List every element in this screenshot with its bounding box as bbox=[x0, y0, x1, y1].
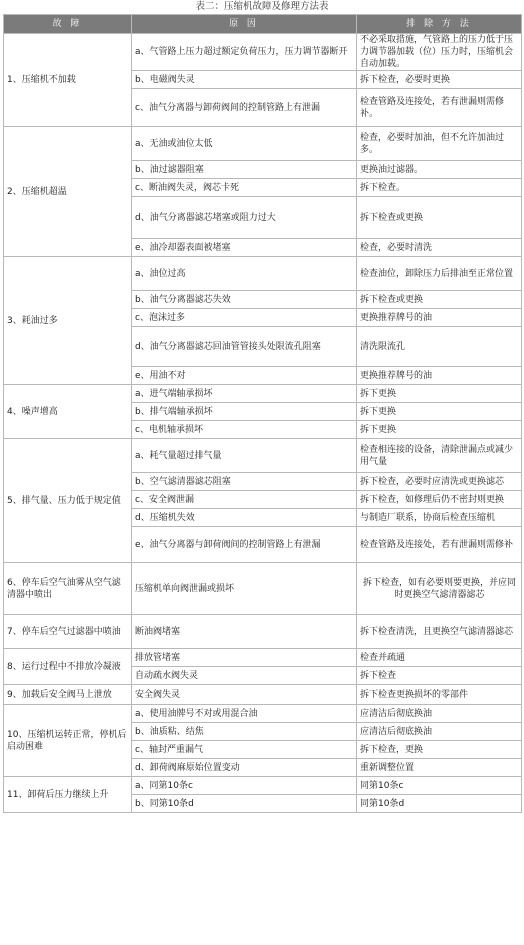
table-row bbox=[4, 257, 522, 291]
fault-cell: 1、压缩机不加载 bbox=[4, 34, 132, 127]
remedy-cell: 检查油位，卸除压力后排油至正常位置 bbox=[357, 257, 522, 291]
remedy-cell: 拆下检查 bbox=[357, 667, 522, 685]
cause-cell: a、同第10条c bbox=[132, 777, 357, 795]
table-row bbox=[4, 705, 522, 723]
table-row bbox=[4, 127, 522, 161]
fault-cell: 11、卸荷后压力继续上升 bbox=[4, 777, 132, 813]
remedy-cell: 拆下检查，必要时应清洗或更换滤芯 bbox=[357, 473, 522, 491]
cause-cell: c、电机轴承损坏 bbox=[132, 421, 357, 439]
table-row bbox=[4, 777, 522, 795]
cause-cell: 安全阀失灵 bbox=[132, 685, 357, 705]
cause-cell: e、用油不对 bbox=[132, 367, 357, 385]
remedy-cell: 检查管路及连接处，若有泄漏则需修补。 bbox=[357, 89, 522, 127]
cause-cell: b、排气端轴承损坏 bbox=[132, 403, 357, 421]
cause-cell: 自动疏水阀失灵 bbox=[132, 667, 357, 685]
cause-cell: d、油气分离器滤芯堵塞或阻力过大 bbox=[132, 197, 357, 239]
remedy-cell: 检查，必要时清洗 bbox=[357, 239, 522, 257]
cause-cell: c、泡沫过多 bbox=[132, 309, 357, 327]
fault-cell: 9、加载后安全阀马上泄放 bbox=[4, 685, 132, 705]
fault-cell: 5、排气量、压力低于规定值 bbox=[4, 439, 132, 563]
remedy-cell: 检查，必要时加油，但不允许加油过多。 bbox=[357, 127, 522, 161]
cause-cell: 压缩机单向阀泄漏或损坏 bbox=[132, 563, 357, 615]
remedy-cell: 更换油过滤器。 bbox=[357, 161, 522, 179]
cause-cell: a、耗气量超过排气量 bbox=[132, 439, 357, 473]
table-row bbox=[4, 34, 522, 71]
header-cause: 原 因 bbox=[132, 15, 357, 34]
cause-cell: b、空气滤清器滤芯阻塞 bbox=[132, 473, 357, 491]
remedy-cell: 不必采取措施，气管路上的压力低于压力调节器加载（位）压力时，压缩机会自动加载。 bbox=[357, 34, 522, 71]
fault-cell: 7、停车后空气过滤器中喷油 bbox=[4, 615, 132, 649]
cause-cell: a、进气端轴承损坏 bbox=[132, 385, 357, 403]
remedy-cell: 同第10条d bbox=[357, 795, 522, 813]
cause-cell: a、油位过高 bbox=[132, 257, 357, 291]
table-row bbox=[4, 615, 522, 649]
remedy-cell: 拆下检查，如修理后仍不密封则更换 bbox=[357, 491, 522, 509]
cause-cell: b、油过滤器阻塞 bbox=[132, 161, 357, 179]
remedy-cell: 拆下检查。 bbox=[357, 179, 522, 197]
table-row bbox=[4, 685, 522, 705]
fault-cell: 3、耗油过多 bbox=[4, 257, 132, 385]
fault-cell: 10、压缩机运转正常，停机后启动困难 bbox=[4, 705, 132, 777]
fault-cell: 2、压缩机超温 bbox=[4, 127, 132, 257]
remedy-cell: 应清洁后彻底换油 bbox=[357, 723, 522, 741]
cause-cell: b、油气分离器滤芯失效 bbox=[132, 291, 357, 309]
remedy-cell: 拆下检查更换损坏的零部件 bbox=[357, 685, 522, 705]
remedy-cell: 应清洁后彻底换油 bbox=[357, 705, 522, 723]
remedy-cell: 拆下更换 bbox=[357, 385, 522, 403]
header-row bbox=[4, 15, 522, 34]
remedy-cell: 拆下检查清洗，且更换空气滤清器滤芯 bbox=[357, 615, 522, 649]
cause-cell: b、油质粘、结焦 bbox=[132, 723, 357, 741]
cause-cell: 断油阀堵塞 bbox=[132, 615, 357, 649]
remedy-cell: 更换推荐牌号的油 bbox=[357, 367, 522, 385]
cause-cell: 排放管堵塞 bbox=[132, 649, 357, 667]
fault-cell: 4、噪声增高 bbox=[4, 385, 132, 439]
fault-cell: 8、运行过程中不排放冷凝液 bbox=[4, 649, 132, 685]
cause-cell: b、电磁阀失灵 bbox=[132, 71, 357, 89]
remedy-cell: 检查管路及连接处，若有泄漏则需修补 bbox=[357, 527, 522, 563]
cause-cell: a、无油或油位太低 bbox=[132, 127, 357, 161]
table-row bbox=[4, 439, 522, 473]
table-body bbox=[4, 34, 522, 813]
remedy-cell: 与制造厂联系，协商后检查压缩机 bbox=[357, 509, 522, 527]
remedy-cell: 检查并疏通 bbox=[357, 649, 522, 667]
table-row bbox=[4, 385, 522, 403]
remedy-cell: 拆下检查，如有必要则要更换，并应同时更换空气滤清器滤芯 bbox=[357, 563, 522, 615]
table-title: 表二：压缩机故障及修理方法表 bbox=[195, 1, 329, 12]
remedy-cell: 更换推荐牌号的油 bbox=[357, 309, 522, 327]
cause-cell: c、断油阀失灵，阀芯卡死 bbox=[132, 179, 357, 197]
remedy-cell: 拆下检查，必要时更换 bbox=[357, 71, 522, 89]
cause-cell: b、同第10条d bbox=[132, 795, 357, 813]
cause-cell: e、油冷却器表面被堵塞 bbox=[132, 239, 357, 257]
remedy-cell: 拆下检查，更换 bbox=[357, 741, 522, 759]
fault-table bbox=[3, 14, 522, 813]
remedy-cell: 清洗限流孔 bbox=[357, 327, 522, 367]
remedy-cell: 拆下检查或更换 bbox=[357, 197, 522, 239]
remedy-cell: 同第10条c bbox=[357, 777, 522, 795]
remedy-cell: 拆下检查或更换 bbox=[357, 291, 522, 309]
table-row bbox=[4, 563, 522, 615]
cause-cell: d、油气分离器滤芯回油管管接头处限流孔阻塞 bbox=[132, 327, 357, 367]
header-remedy: 排 除 方 法 bbox=[357, 15, 522, 34]
remedy-cell: 拆下更换 bbox=[357, 421, 522, 439]
header-fault: 故 障 bbox=[4, 15, 132, 34]
remedy-cell: 拆下更换 bbox=[357, 403, 522, 421]
cause-cell: d、压缩机失效 bbox=[132, 509, 357, 527]
cause-cell: c、安全阀泄漏 bbox=[132, 491, 357, 509]
table-row bbox=[4, 649, 522, 667]
cause-cell: a、气管路上压力超过额定负荷压力，压力调节器断开 bbox=[132, 34, 357, 71]
cause-cell: c、油气分离器与卸荷阀间的控制管路上有泄漏 bbox=[132, 89, 357, 127]
cause-cell: c、轴封严重漏气 bbox=[132, 741, 357, 759]
cause-cell: d、卸荷阀麻原始位置变动 bbox=[132, 759, 357, 777]
cause-cell: e、油气分离器与卸荷阀间的控制管路上有泄漏 bbox=[132, 527, 357, 563]
remedy-cell: 检查相连接的设备，清除泄漏点或减少用气量 bbox=[357, 439, 522, 473]
cause-cell: a、使用油牌号不对或用混合油 bbox=[132, 705, 357, 723]
fault-cell: 6、停车后空气油雾从空气滤清器中喷出 bbox=[4, 563, 132, 615]
remedy-cell: 重新调整位置 bbox=[357, 759, 522, 777]
